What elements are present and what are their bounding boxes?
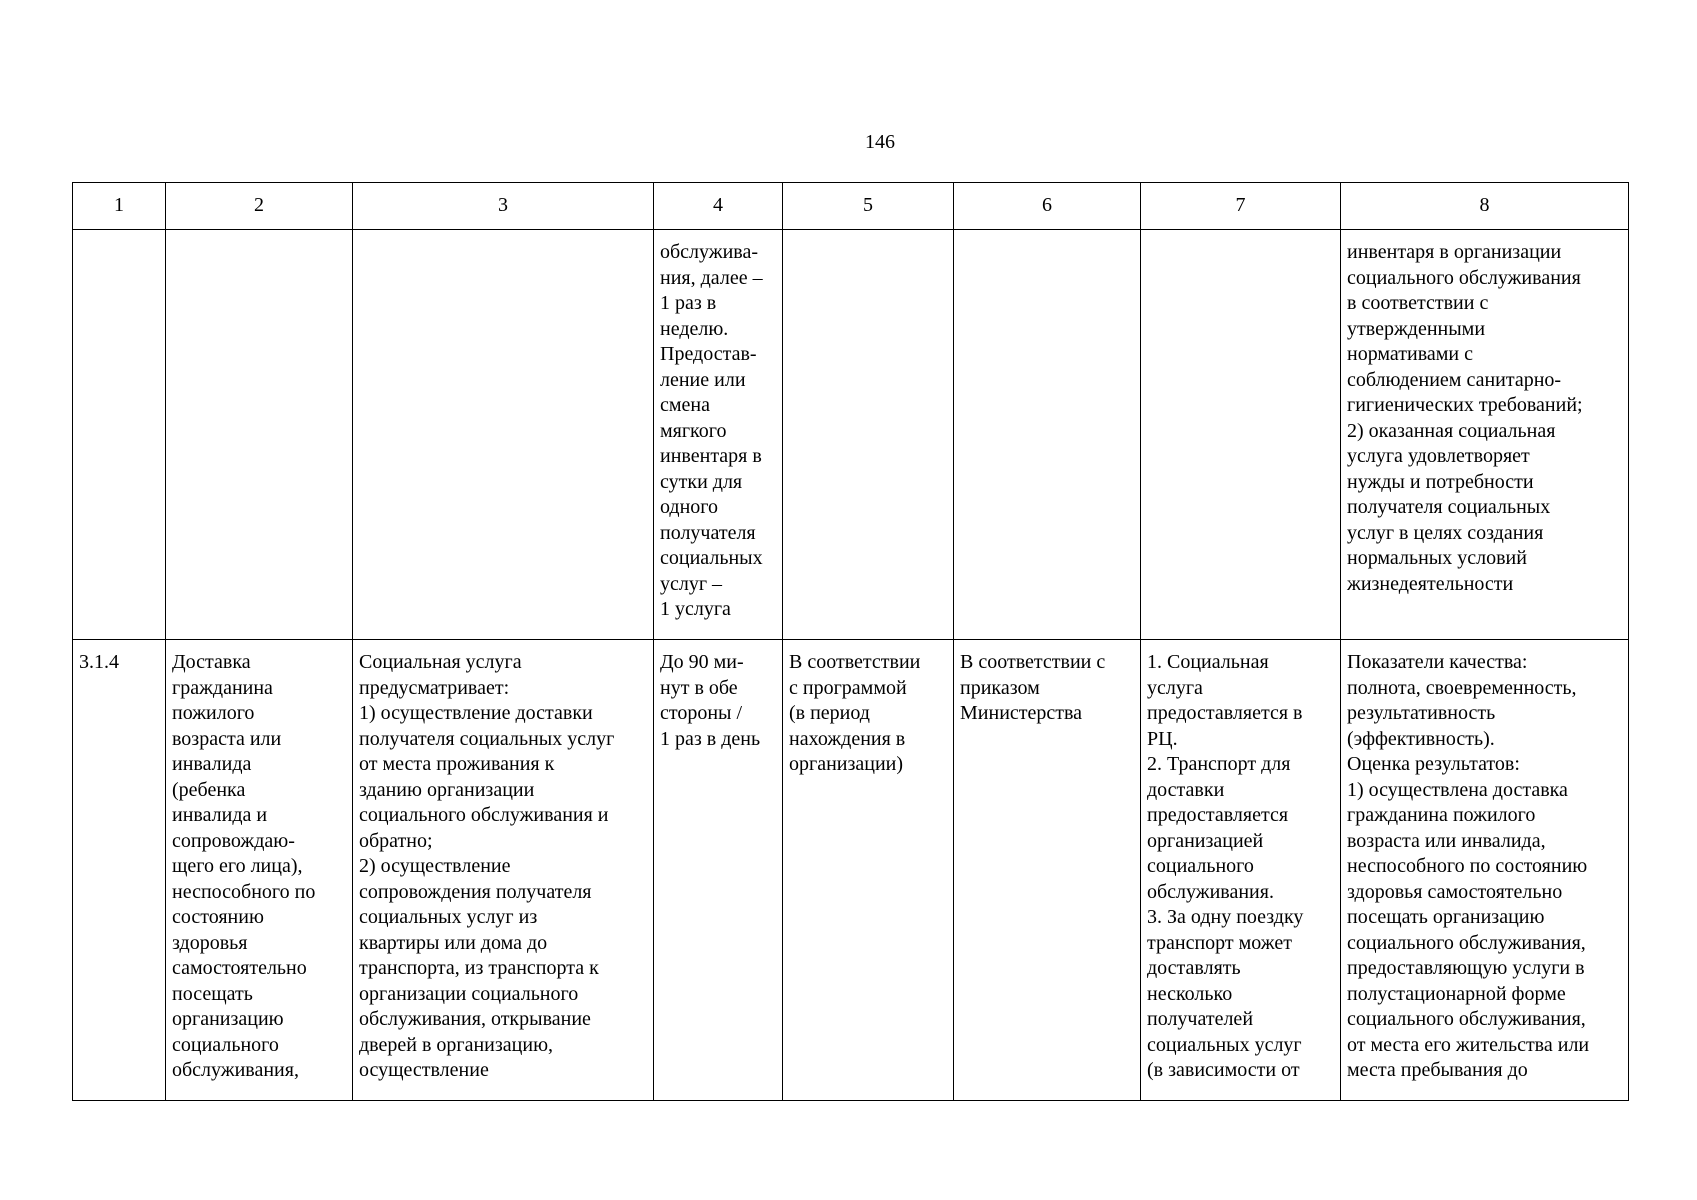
- table-row: [73, 230, 1629, 640]
- service-duration-cell: [783, 230, 954, 640]
- service-name-cell: [166, 230, 353, 640]
- column-number: 5: [783, 183, 954, 230]
- column-number: 1: [73, 183, 166, 230]
- service-description-cell: [353, 230, 654, 640]
- service-conditions-cell: [1141, 230, 1341, 640]
- column-number: 7: [1141, 183, 1341, 230]
- table-row: [73, 640, 1629, 1101]
- column-number: 4: [654, 183, 783, 230]
- service-id-cell: 3.1.4: [73, 640, 166, 1101]
- services-table: [72, 182, 1629, 1101]
- service-quality-cell: Показатели качества: полнота, своевременность, результативность (эффективность). Оценка результатов: 1) осуществлена доставка гражданина пожилого возраста или инвалида, неспособного по состоянию здоровья самостоятельно посещать организацию социального обслуживания, предоставляющую услуги в полустационарной форме социального обслуживания, от места его жительства или места пребывания до: [1341, 640, 1629, 1101]
- service-tariff-cell: [954, 230, 1141, 640]
- column-number: 3: [353, 183, 654, 230]
- column-number: 8: [1341, 183, 1629, 230]
- service-frequency-cell: обслужива- ния, далее – 1 раз в неделю. Предостав- ление или смена мягкого инвентаря в сутки для одного получателя социальных услуг – 1 услуга: [654, 230, 783, 640]
- service-description-cell: Социальная услуга предусматривает: 1) осуществление доставки получателя социальных услуг от места проживания к зданию организации социального обслуживания и обратно; 2) осуществление сопровождения получателя социальных услуг из квартиры или дома до транспорта, из транспорта к организации социального обслуживания, открывание дверей в организацию, осуществление: [353, 640, 654, 1101]
- service-tariff-cell: В соответствии с приказом Министерства: [954, 640, 1141, 1101]
- page-number: 146: [865, 131, 895, 153]
- service-name-cell: Доставка гражданина пожилого возраста или инвалида (ребенка инвалида и сопровождаю- щего его лица), неспособного по состоянию здоровья самостоятельно посещать организацию социального обслуживания,: [166, 640, 353, 1101]
- column-number-row: [73, 183, 1629, 230]
- column-number: 6: [954, 183, 1141, 230]
- column-number: 2: [166, 183, 353, 230]
- service-frequency-cell: До 90 ми- нут в обе стороны / 1 раз в день: [654, 640, 783, 1101]
- service-id-cell: [73, 230, 166, 640]
- service-quality-cell: инвентаря в организации социального обслуживания в соответствии с утвержденными нормативами с соблюдением санитарно- гигиенических требований; 2) оказанная социальная услуга удовлетворяет нужды и потребности получателя социальных услуг в целях создания нормальных условий жизнедеятельности: [1341, 230, 1629, 640]
- service-conditions-cell: 1. Социальная услуга предоставляется в РЦ. 2. Транспорт для доставки предоставляется организацией социального обслуживания. 3. За одну поездку транспорт может доставлять несколько получателей социальных услуг (в зависимости от: [1141, 640, 1341, 1101]
- service-duration-cell: В соответствии с программой (в период нахождения в организации): [783, 640, 954, 1101]
